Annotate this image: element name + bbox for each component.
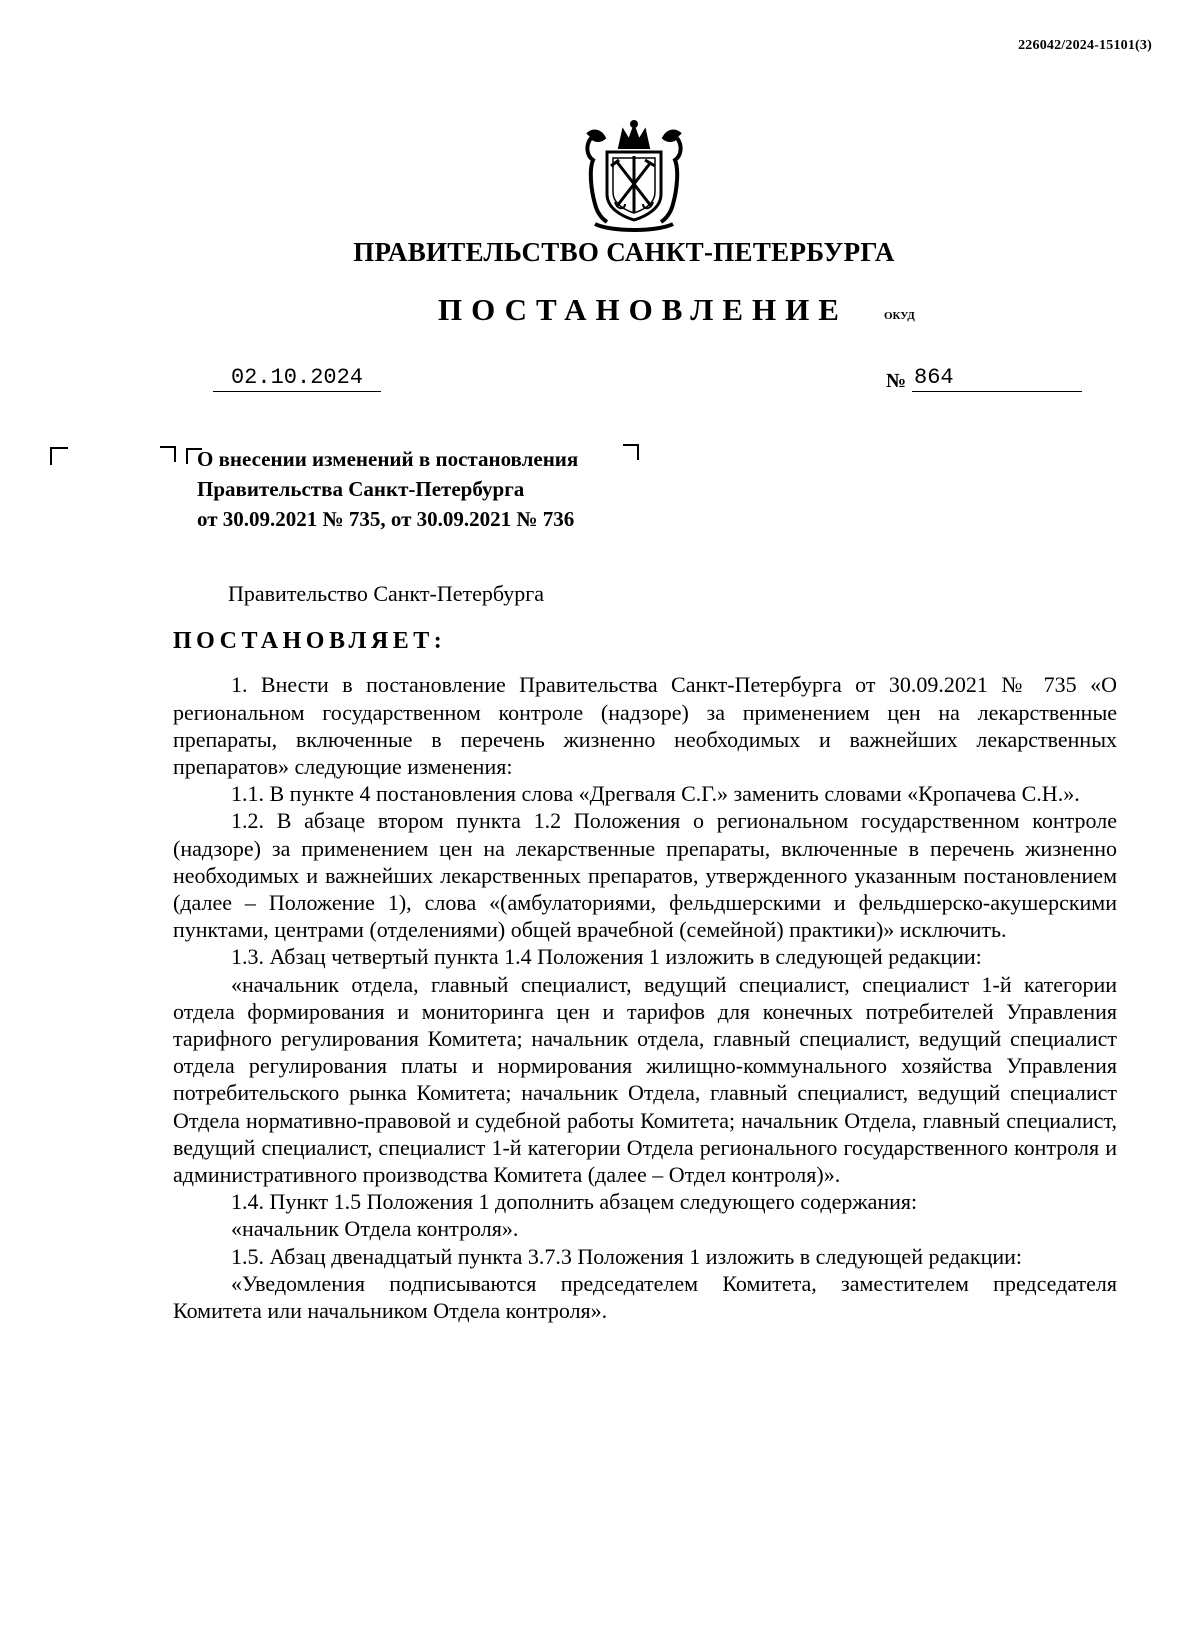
preamble: Правительство Санкт-Петербурга — [228, 581, 545, 606]
paragraph: 1.2. В абзаце втором пункта 1.2 Положения о региональном государственном контроле (надзоре) за применением цен на лекарственные препараты, включенные в перечень жизненно необходимых и важнейших лекарственных препаратов, утвержденного указанным постановлением (далее – Положение 1), слова «(амбулаториями, фельдшерскими и фельдшерско-акушерскими пунктами, центрами (отделениями) общей врачебной (семейной) практики)» исключить. — [173, 808, 1117, 943]
corner-mark — [623, 444, 639, 460]
corner-mark — [160, 446, 176, 462]
document-body — [173, 580, 1117, 1324]
document-id: 226042/2024-15101(3) — [1018, 38, 1152, 53]
paragraph: 1.3. Абзац четвертый пункта 1.4 Положения 1 изложить в следующей редакции: — [231, 944, 982, 970]
paragraph: «начальник отдела, главный специалист, ведущий специалист, специалист 1-й категории отдела формирования и мониторинга цен и тарифов для конечных потребителей Управления тарифного регулирования Комитета; начальник отдела, главный специалист, ведущий специалист отдела регулирования платы и нормирования жилищно-коммунального хозяйства Управления потребительского рынка Комитета; начальник Отдела, главный специалист, ведущий специалист Отдела нормативно-правовой и судебной работы Комитета; начальник Отдела, главный специалист, ведущий специалист, специалист 1-й категории Отдела регионального государственного контроля и административного производства Комитета (далее – Отдел контроля)». — [173, 971, 1117, 1188]
coat-of-arms-icon — [581, 120, 687, 232]
issuer-name: ПРАВИТЕЛЬСТВО САНКТ-ПЕТЕРБУРГА — [353, 237, 895, 267]
document-number: 864 — [912, 364, 1082, 392]
title-line: О внесении изменений в постановления — [197, 447, 579, 471]
paragraph: «Уведомления подписываются председателем Комитета, заместителем председателя Комитета или начальником Отдела контроля». — [173, 1270, 1117, 1324]
paragraph: 1.5. Абзац двенадцатый пункта 3.7.3 Положения 1 изложить в следующей редакции: — [231, 1243, 1023, 1269]
resolve-heading: ПОСТАНОВЛЯЕТ: — [173, 628, 447, 655]
title-line: от 30.09.2021 № 735, от 30.09.2021 № 736 — [197, 507, 575, 531]
title-line: Правительства Санкт-Петербурга — [197, 477, 525, 501]
document-date: 02.10.2024 — [213, 364, 381, 392]
paragraph: 1. Внести в постановление Правительства Санкт-Петербурга от 30.09.2021 № 735 «О региональном государственном контроле (надзоре) за применением цен на лекарственные препараты, включенные в перечень жизненно необходимых и важнейших лекарственных препаратов» следующие изменения: — [173, 672, 1117, 780]
number-label: № — [886, 370, 907, 392]
okud-label: ОКУД — [884, 310, 915, 322]
paragraph: 1.4. Пункт 1.5 Положения 1 дополнить абзацем следующего содержания: — [231, 1189, 918, 1215]
corner-mark — [50, 447, 68, 465]
document-title — [197, 444, 578, 534]
paragraph: 1.1. В пункте 4 постановления слова «Дрегваля С.Г.» заменить словами «Кропачева С.Н.». — [231, 781, 1080, 807]
paragraph: «начальник Отдела контроля». — [231, 1216, 519, 1242]
document-type: ПОСТАНОВЛЕНИЕ — [438, 292, 848, 327]
